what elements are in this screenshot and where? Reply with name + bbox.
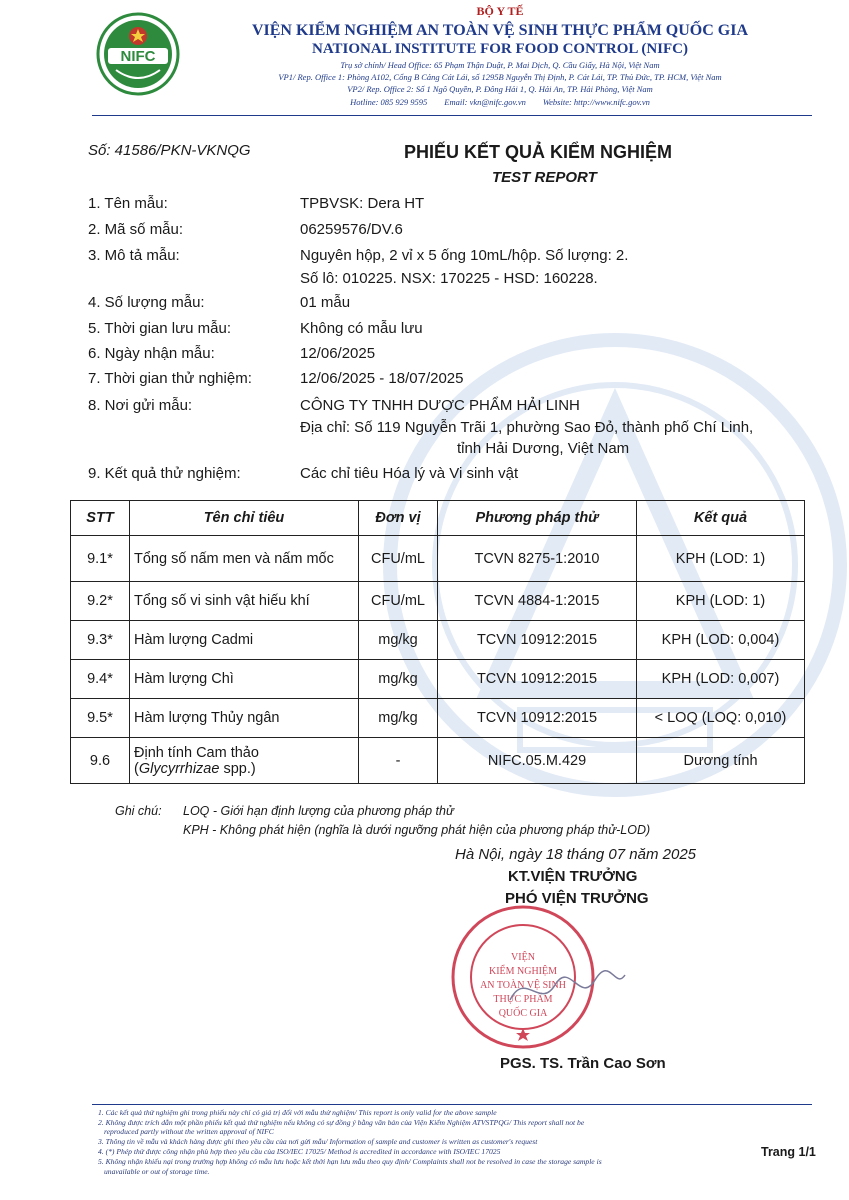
signer-title-2: PHÓ VIỆN TRƯỞNG xyxy=(505,890,649,907)
col-header-name: Tên chỉ tiêu xyxy=(130,501,359,536)
row-stt: 9.3* xyxy=(71,621,130,660)
table-row xyxy=(71,536,805,582)
note-loq: LOQ - Giới hạn định lượng của phương pháp thử xyxy=(183,804,454,818)
row-name-latin: Glycyrrhizae xyxy=(138,760,220,777)
row-result: < LOQ (LOQ: 0,010) xyxy=(637,699,805,738)
row-name-prefix: ( xyxy=(134,760,139,777)
sample-name: TPBVSK: Dera HT xyxy=(300,195,425,212)
field-label: 2. Mã số mẫu: xyxy=(88,221,184,238)
row-stt: 9.4* xyxy=(71,660,130,699)
row-name: Tổng số vi sinh vật hiếu khí xyxy=(130,582,359,621)
svg-text:AN TOÀN VỆ SINH: AN TOÀN VỆ SINH xyxy=(480,980,566,991)
row-unit: - xyxy=(359,738,438,784)
note-kph: KPH - Không phát hiện (nghĩa là dưới ngưỡng phát hiện của phương pháp thử-LOD) xyxy=(183,823,651,837)
table-row xyxy=(71,582,805,621)
row-method: TCVN 10912:2015 xyxy=(438,621,637,660)
footer-note: reproduced partly without the written approval of NIFC xyxy=(104,1127,274,1136)
sign-date: Hà Nội, ngày 18 tháng 07 năm 2025 xyxy=(455,846,697,863)
results-table xyxy=(70,500,805,784)
row-method: TCVN 4884-1:2015 xyxy=(438,582,637,621)
rep-office-1-address: VP1/ Rep. Office 1: Phòng A102, Cổng B Cảng Cát Lái, số 1295B Nguyễn Thị Định, P. Cát Lái, TP. Thủ Đức, TP. HCM, Việt Nam xyxy=(278,72,722,82)
row-name: Hàm lượng Cadmi xyxy=(130,621,359,660)
field-label: 8. Nơi gửi mẫu: xyxy=(88,397,193,414)
row-name: Hàm lượng Thủy ngân xyxy=(130,699,359,738)
notes-label: Ghi chú: xyxy=(115,804,162,818)
svg-text:NIFC: NIFC xyxy=(120,48,156,65)
footer-note: 2. Không được trích dẫn một phần phiếu kết quả thử nghiệm nếu không có sự đồng ý bằng văn bản của Viện Kiểm Nghiệm ATVSTPQG/ This report shall not be xyxy=(98,1118,585,1127)
test-results-summary: Các chỉ tiêu Hóa lý và Vi sinh vật xyxy=(300,465,519,482)
institute-name-vn: VIỆN KIỂM NGHIỆM AN TOÀN VỆ SINH THỰC PHẨM QUỐC GIA xyxy=(251,22,749,39)
row-method: TCVN 10912:2015 xyxy=(438,660,637,699)
row-unit: mg/kg xyxy=(359,621,438,660)
table-row xyxy=(71,699,805,738)
row-result: Dương tính xyxy=(637,738,805,784)
row-method: NIFC.05.M.429 xyxy=(438,738,637,784)
field-label: 4. Số lượng mẫu: xyxy=(88,294,205,311)
row-unit: CFU/mL xyxy=(359,582,438,621)
handwritten-signature xyxy=(500,960,630,1020)
footer-divider xyxy=(92,1104,812,1105)
signer-name: PGS. TS. Trần Cao Sơn xyxy=(500,1055,666,1072)
row-unit: mg/kg xyxy=(359,660,438,699)
institute-name-en: NATIONAL INSTITUTE FOR FOOD CONTROL (NIFC) xyxy=(311,41,689,57)
row-stt: 9.5* xyxy=(71,699,130,738)
row-name-cell xyxy=(130,738,359,784)
footer-note: 4. (*) Phép thử được công nhận phù hợp theo yêu cầu của ISO/IEC 17025/ Method is accredited in accordance with ISO/IEC 17025 xyxy=(98,1147,501,1156)
report-number: Số: 41586/PKN-VKNQG xyxy=(88,142,251,159)
row-result: KPH (LOD: 0,004) xyxy=(637,621,805,660)
row-result: KPH (LOD: 1) xyxy=(637,582,805,621)
sample-code: 06259576/DV.6 xyxy=(300,221,403,238)
sender-company: CÔNG TY TNHH DƯỢC PHẨM HẢI LINH xyxy=(300,397,580,414)
row-stt: 9.1* xyxy=(71,536,130,582)
footer-note: 5. Không nhận khiếu nại trong trường hợp không có mẫu lưu hoặc kết thời hạn lưu mẫu theo quy định/ Complaints shall not be resolved in case the storage sample is xyxy=(98,1157,602,1166)
table-row xyxy=(71,621,805,660)
contact-line: Hotline: 085 929 9595 Email: vkn@nifc.gov.vn Website: http://www.nifc.gov.vn xyxy=(350,97,650,107)
row-name: Định tính Cam thảo xyxy=(134,744,259,761)
table-row xyxy=(71,660,805,699)
field-label: 6. Ngày nhận mẫu: xyxy=(88,345,215,362)
col-header-unit: Đơn vị xyxy=(359,501,438,536)
field-label: 5. Thời gian lưu mẫu: xyxy=(88,320,232,337)
signer-title-1: KT.VIỆN TRƯỞNG xyxy=(508,868,638,885)
row-unit: CFU/mL xyxy=(359,536,438,582)
test-period: 12/06/2025 - 18/07/2025 xyxy=(300,370,464,387)
report-title-vn: PHIẾU KẾT QUẢ KIỂM NGHIỆM xyxy=(404,142,673,162)
row-stt: 9.6 xyxy=(71,738,130,784)
header-divider xyxy=(92,115,812,116)
sender-address-cont: tỉnh Hải Dương, Việt Nam xyxy=(457,440,630,457)
footer-note: 1. Các kết quả thử nghiệm ghi trong phiếu này chỉ có giá trị đối với mẫu thử nghiệm/ This report is only valid for the above sample xyxy=(98,1108,497,1117)
sample-description-lot: Số lô: 010225. NSX: 170225 - HSD: 160228. xyxy=(300,270,598,287)
row-method: TCVN 10912:2015 xyxy=(438,699,637,738)
svg-text:KIỂM NGHIỆM: KIỂM NGHIỆM xyxy=(488,966,558,977)
page-number: Trang 1/1 xyxy=(761,1145,816,1159)
footer-note: unavailable or out of storage time. xyxy=(104,1167,210,1176)
row-stt: 9.2* xyxy=(71,582,130,621)
svg-text:THỰC PHẨM: THỰC PHẨM xyxy=(493,994,553,1005)
col-header-stt: STT xyxy=(71,501,130,536)
rep-office-2-address: VP2/ Rep. Office 2: Số 1 Ngô Quyền, P. Đông Hải 1, Q. Hải An, TP. Hải Phòng, Việt Nam xyxy=(347,84,653,94)
row-unit: mg/kg xyxy=(359,699,438,738)
table-header-row xyxy=(71,501,805,536)
receipt-date: 12/06/2025 xyxy=(300,345,376,362)
footer-note: 3. Thông tin về mẫu và khách hàng được ghi theo yêu cầu của nơi gửi mẫu/ Information of sample and customer is written as customer's request xyxy=(98,1137,538,1146)
svg-text:QUỐC GIA: QUỐC GIA xyxy=(498,1008,548,1019)
nifc-logo xyxy=(96,12,180,96)
sample-description: Nguyên hộp, 2 vỉ x 5 ống 10mL/hộp. Số lượng: 2. xyxy=(300,247,629,264)
row-result: KPH (LOD: 1) xyxy=(637,536,805,582)
row-name: Tổng số nấm men và nấm mốc xyxy=(130,536,359,582)
col-header-method: Phương pháp thử xyxy=(438,501,637,536)
ministry-name: BỘ Y TẾ xyxy=(476,4,524,18)
row-name-suffix: spp.) xyxy=(219,760,256,777)
sample-storage: Không có mẫu lưu xyxy=(300,320,423,337)
field-label: 9. Kết quả thử nghiệm: xyxy=(88,465,241,482)
report-title-en: TEST REPORT xyxy=(492,169,597,186)
sender-address: Địa chỉ: Số 119 Nguyễn Trãi 1, phường Sao Đỏ, thành phố Chí Linh, xyxy=(300,419,754,436)
svg-text:VIỆN: VIỆN xyxy=(511,952,535,963)
field-label: 1. Tên mẫu: xyxy=(88,195,168,212)
field-label: 3. Mô tả mẫu: xyxy=(88,247,180,264)
field-label: 7. Thời gian thử nghiệm: xyxy=(88,370,252,387)
table-row xyxy=(71,738,805,784)
sample-quantity: 01 mẫu xyxy=(300,294,351,311)
head-office-address: Trụ sở chính/ Head Office: 65 Phạm Thận Duật, P. Mai Dịch, Q. Cầu Giấy, Hà Nội, Việt Nam xyxy=(340,60,660,70)
row-result: KPH (LOD: 0,007) xyxy=(637,660,805,699)
row-method: TCVN 8275-1:2010 xyxy=(438,536,637,582)
row-name: Hàm lượng Chì xyxy=(130,660,359,699)
col-header-result: Kết quả xyxy=(637,501,805,536)
